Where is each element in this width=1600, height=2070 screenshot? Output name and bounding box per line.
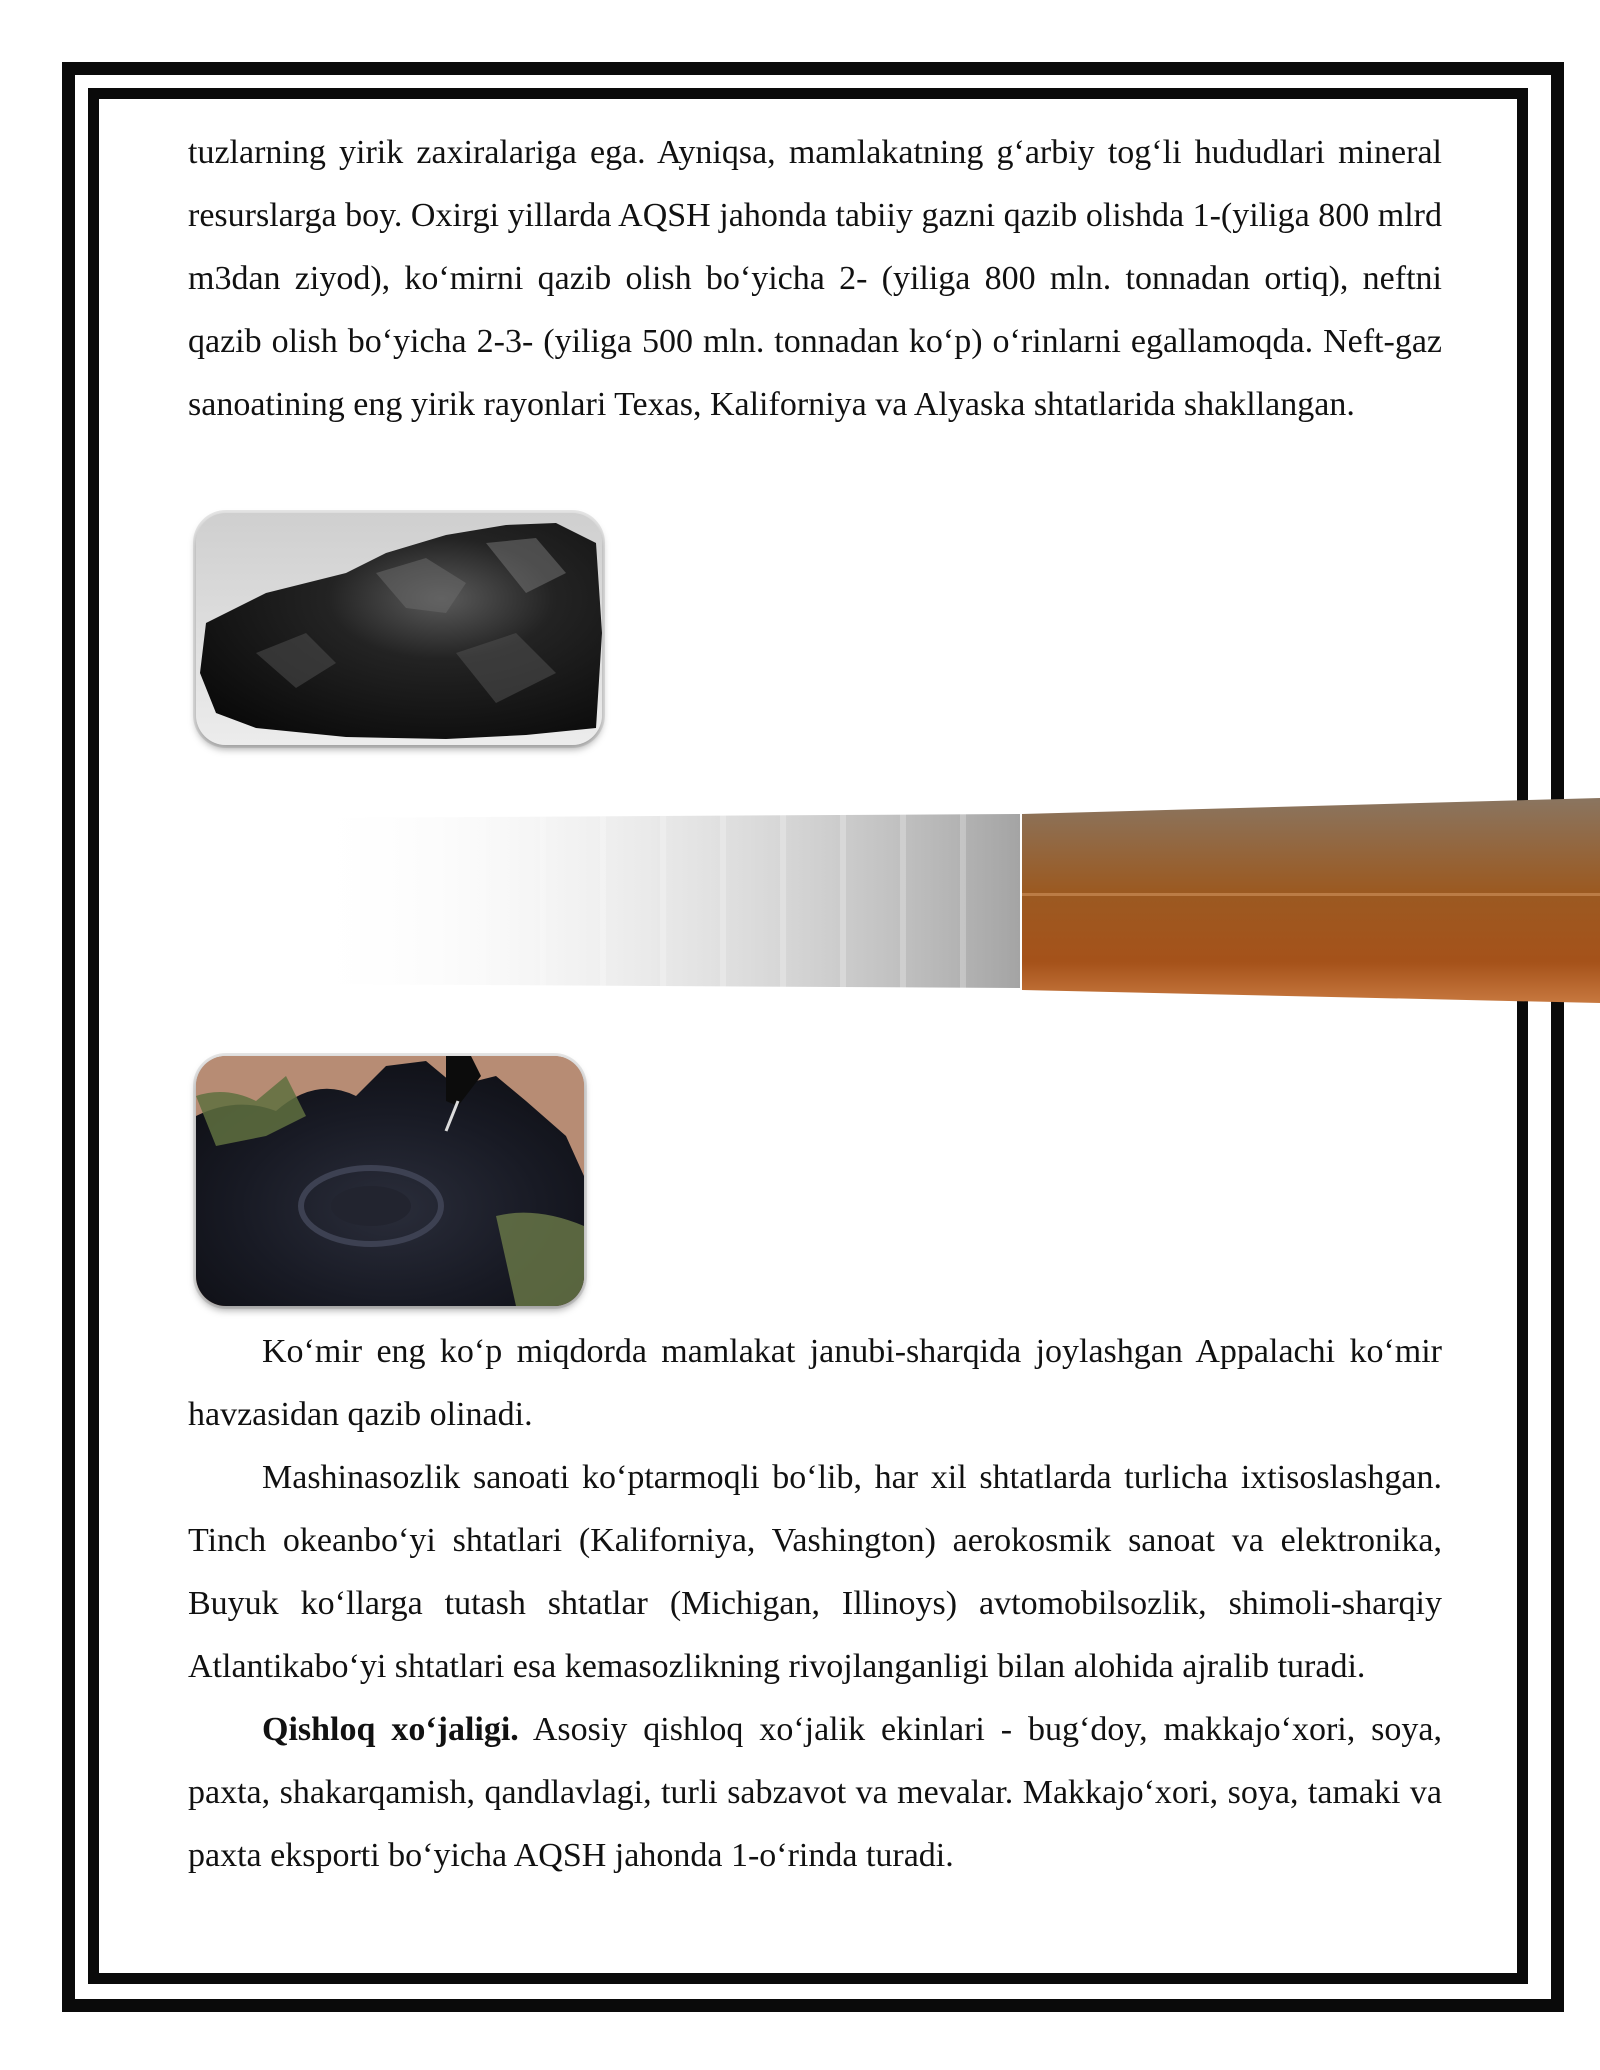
paragraph-minerals: tuzlarning yirik zaxiralariga ega. Ayniqsa, mamlakatning g‘arbiy tog‘li hududlari mineral resurslarga boy. Oxirgi yillarda AQSH jahonda tabiiy gazni qazib olishda 1-(yiliga 800 mlrd m3dan ziyod), ko‘mirni qazib olish bo‘yicha 2- (yiliga 800 mln. tonnadan ortiq), neftni qazib olish bo‘yicha 2-3- (yiliga 500 mln. tonnadan ko‘p) o‘rinlarni egallamoqda. Neft-gaz sanoatining eng yirik rayonlari Texas, Kaliforniya va Alyaska shtatlarida shakllangan. — [188, 134, 1442, 423]
paragraph-top — [188, 121, 1442, 436]
paragraph-coal: Ko‘mir eng ko‘p miqdorda mamlakat janubi-sharqida joylashgan Appalachi ko‘mir havzasidan qazib olinadi. — [188, 1333, 1442, 1433]
paragraph-agriculture — [188, 1698, 1442, 1887]
paragraphs-bottom — [188, 1320, 1442, 1887]
decorative-gradient-band — [300, 798, 1600, 1003]
coal-photo — [196, 513, 602, 745]
agriculture-heading: Qishloq xo‘jaligi. — [262, 1711, 519, 1748]
agriculture-text: Asosiy qishloq xo‘jalik ekinlari - bug‘doy, makkajo‘xori, soya, paxta, shakarqamish, qandlavlagi, turli sabzavot va mevalar. Makkajo‘xori, soya, tamaki va paxta eksporti bo‘yicha AQSH jahonda 1-o‘rinda turadi. — [188, 1711, 1443, 1874]
paragraph-machinery: Mashinasozlik sanoati ko‘ptarmoqli bo‘lib, har xil shtatlarda turlicha ixtisoslashgan. Tinch okeanbo‘yi shtatlari (Kaliforniya, Vashington) aerokosmik sanoat va elektronika, Buyuk ko‘llarga tutash shtatlar (Michigan, Illinoys) avtomobilsozlik, shimoli-sharqiy Atlantikabo‘yi shtatlari esa kemasozlikning rivojlanganligi bilan alohida ajralib turadi. — [188, 1459, 1442, 1685]
bitumen-pit-photo — [196, 1056, 584, 1306]
